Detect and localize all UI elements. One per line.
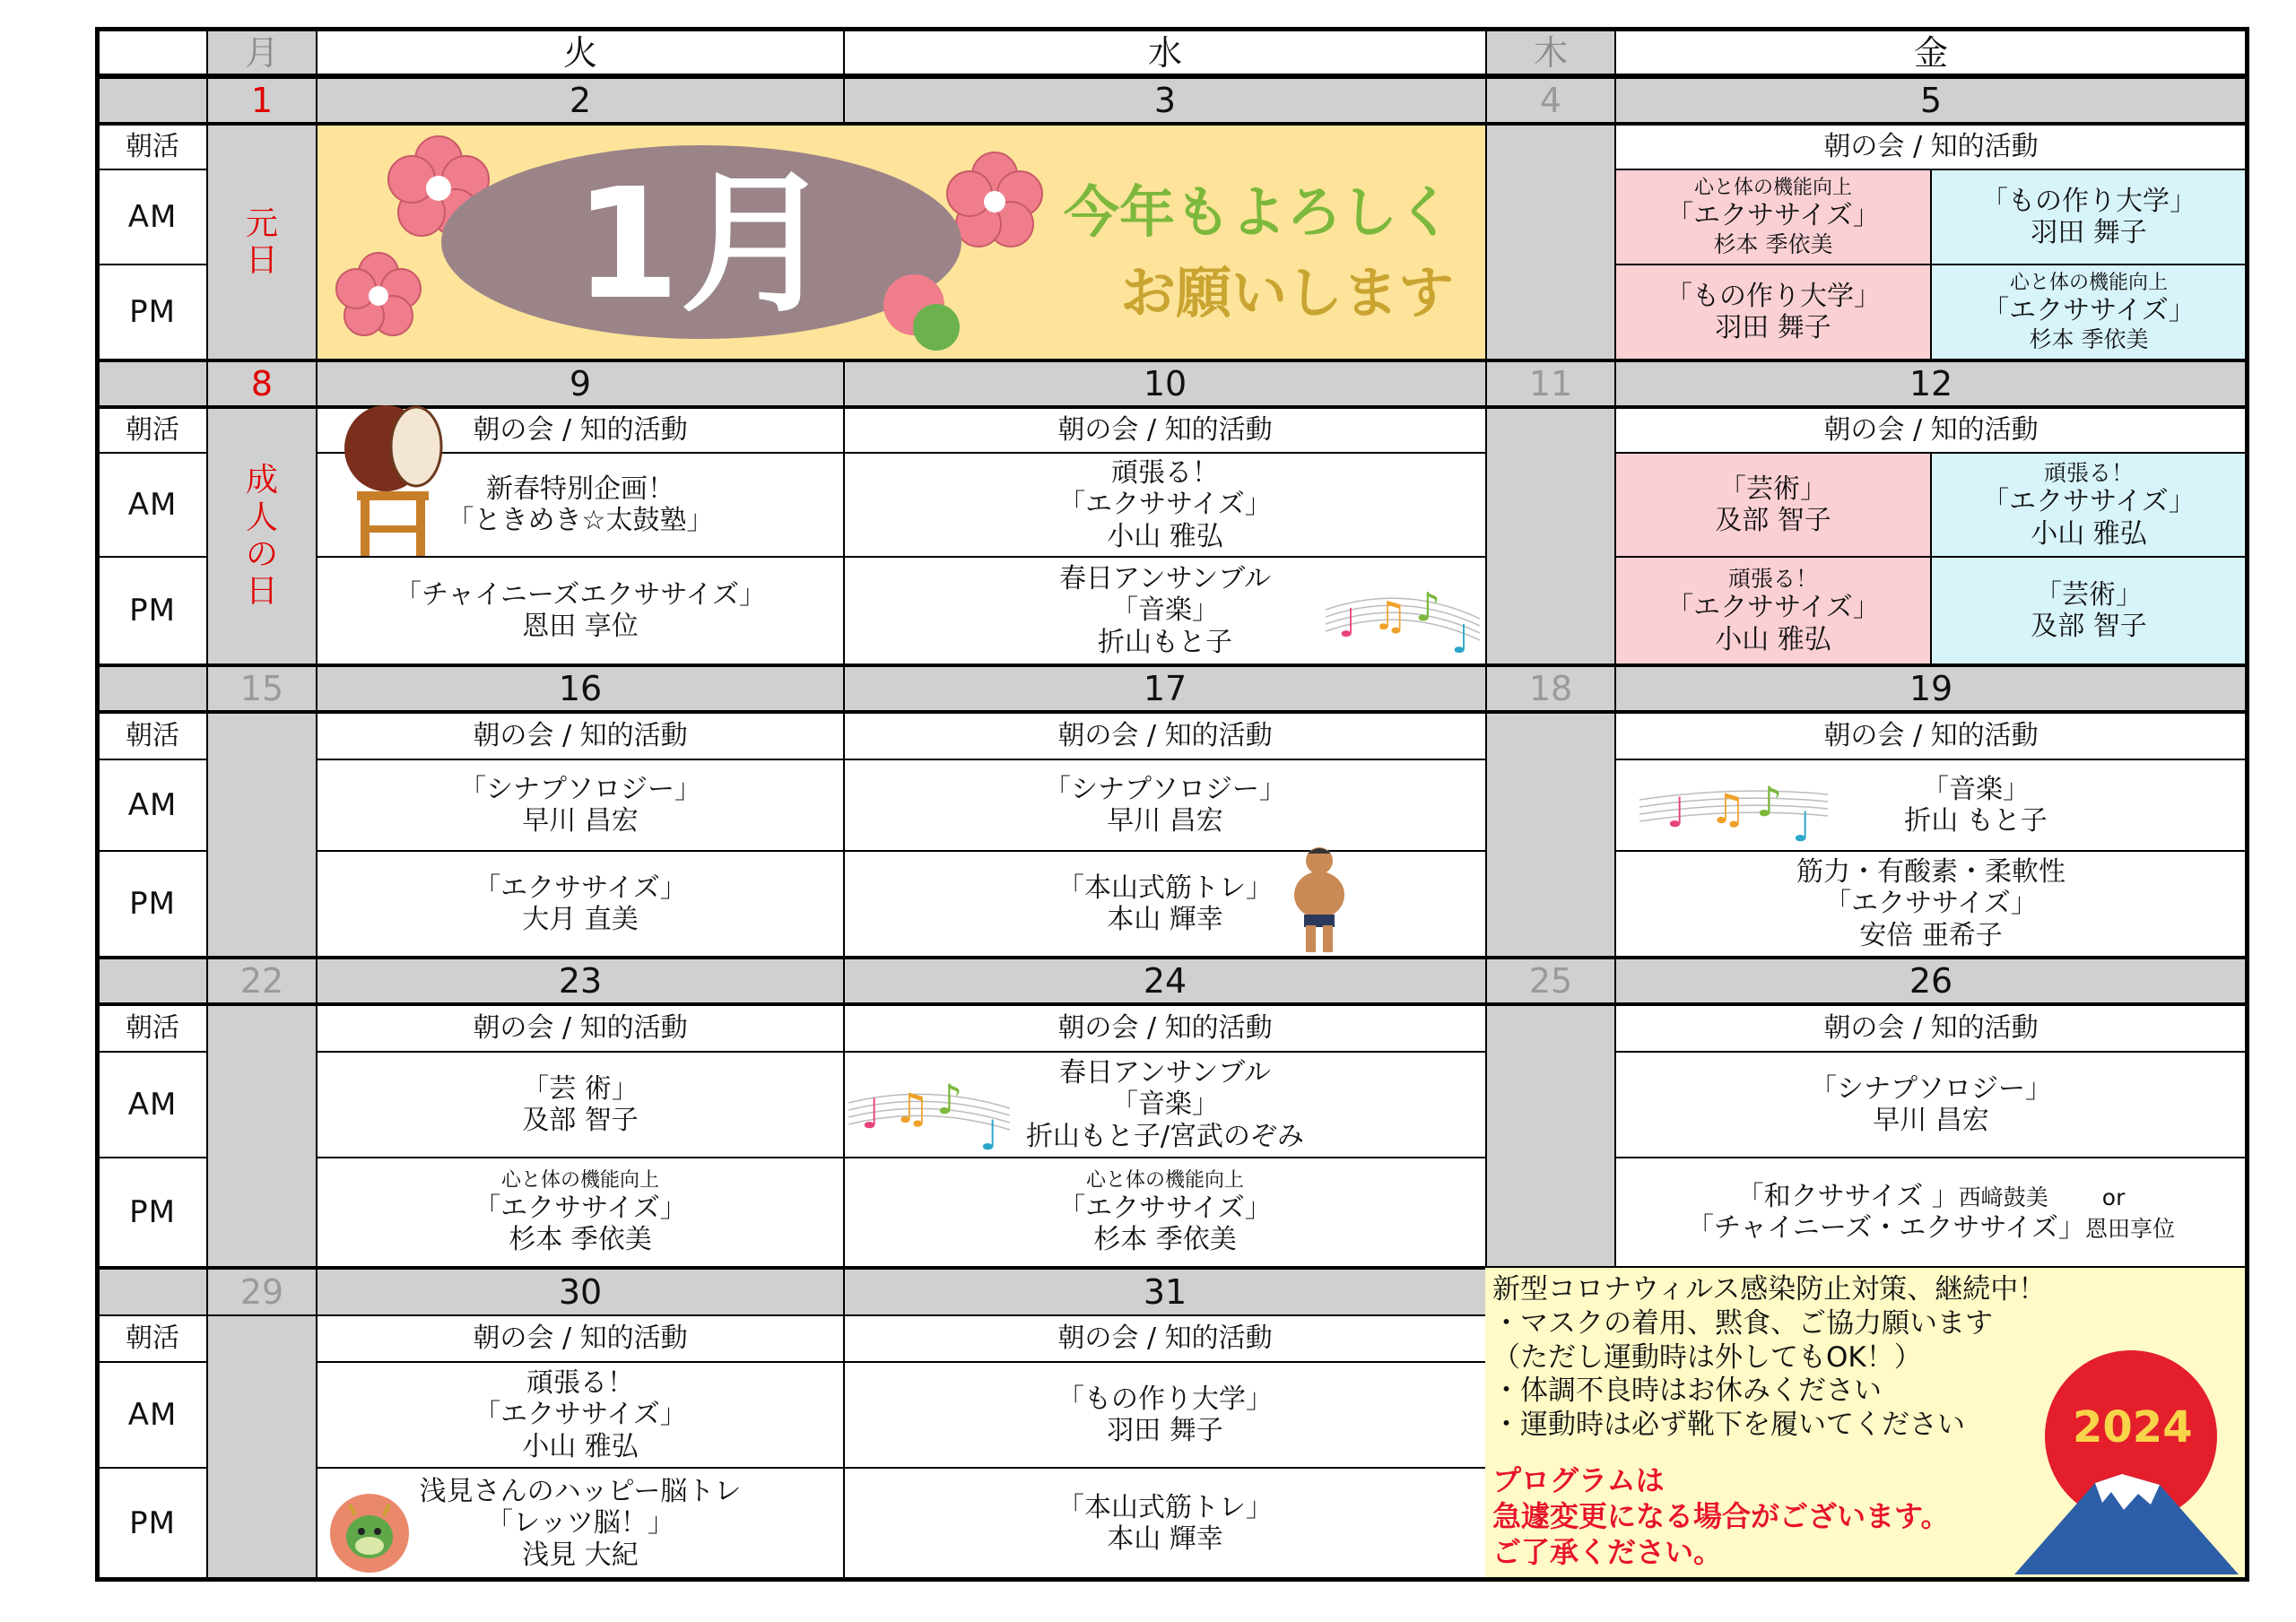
- label-morning: 朝活: [97, 1004, 208, 1053]
- label-morning: 朝活: [97, 1314, 208, 1363]
- svg-text:♩: ♩: [1666, 788, 1686, 837]
- weekday-tue: 火: [316, 29, 845, 77]
- label-am: AM: [97, 452, 208, 558]
- svg-text:♩: ♩: [1451, 617, 1470, 656]
- date-thu: 11: [1485, 360, 1616, 407]
- date-row-blank: [97, 665, 208, 712]
- tue-am: 頑張る！ 「エクササイズ」 小山 雅弘: [316, 1361, 845, 1469]
- svg-text:♩: ♩: [1792, 802, 1812, 843]
- svg-text:♪: ♪: [936, 1075, 963, 1123]
- fri-am: 「シナプソロジー」 早川 昌宏: [1614, 1051, 2248, 1158]
- date-tue: 23: [316, 958, 845, 1004]
- corner-blank: [97, 29, 208, 77]
- tue-pm: 心と体の機能向上 「エクササイズ」 杉本 季依美: [316, 1157, 845, 1268]
- wed-am: 春日アンサンブル 「音楽」 折山もと子/宮武のぞみ: [843, 1051, 1487, 1158]
- mon-blank: [206, 1004, 317, 1268]
- label-pm: PM: [97, 556, 208, 665]
- svg-text:♩: ♩: [979, 1111, 999, 1153]
- banner-greeting-1: 今年もよろしく: [1064, 179, 1454, 245]
- wed-am: 頑張る！ 「エクササイズ」 小山 雅弘: [843, 452, 1487, 558]
- svg-text:♩: ♩: [1338, 601, 1357, 646]
- label-morning: 朝活: [97, 407, 208, 454]
- music-notes-icon: [1639, 768, 1828, 843]
- tue-morning: 朝の会 / 知的活動: [316, 407, 845, 454]
- date-mon: 1: [206, 77, 317, 124]
- tue-am: 「芸 術」 及部 智子: [316, 1051, 845, 1158]
- svg-text:♪: ♪: [1415, 585, 1441, 630]
- date-row-blank: [97, 360, 208, 407]
- notice-warning: ご了承ください。: [1492, 1535, 1723, 1570]
- thu-blank: [1485, 407, 1616, 665]
- date-mon: 29: [206, 1268, 317, 1316]
- fri-pm-line2: 「チャイニーズ・エクササイズ」恩田享位: [1686, 1212, 2175, 1244]
- date-thu: 25: [1485, 958, 1616, 1004]
- weekday-thu: 木: [1485, 29, 1616, 77]
- label-am: AM: [97, 1051, 208, 1158]
- tue-morning: 朝の会 / 知的活動: [316, 1004, 845, 1053]
- fri-morning: 朝の会 / 知的活動: [1614, 124, 2248, 170]
- taiko-drum-icon: [339, 402, 457, 559]
- date-wed: 3: [843, 77, 1487, 124]
- tue-am: 「シナプソロジー」 早川 昌宏: [316, 759, 845, 852]
- banner-month-title: 1月: [573, 156, 833, 334]
- date-thu: 4: [1485, 77, 1616, 124]
- fri-am-left: 心と体の機能向上 「エクササイズ」 杉本 季依美: [1614, 169, 1932, 265]
- label-am: AM: [97, 759, 208, 852]
- date-wed: 31: [843, 1268, 1487, 1316]
- music-notes-icon: [1326, 574, 1480, 656]
- label-pm: PM: [97, 264, 208, 360]
- muscle-man-icon: [1290, 845, 1349, 956]
- thu-blank: [1485, 712, 1616, 958]
- wed-pm: 春日アンサンブル 「音楽」 折山もと子: [843, 556, 1487, 665]
- fri-morning: 朝の会 / 知的活動: [1614, 712, 2248, 760]
- notice-warning: 急遽変更になる場合がございます。: [1492, 1499, 1950, 1534]
- fri-am-right: 「もの作り大学」 羽田 舞子: [1930, 169, 2248, 265]
- date-tue: 2: [316, 77, 845, 124]
- fri-pm: 筋力・有酸素・柔軟性 「エクササイズ」 安倍 亜希子: [1614, 850, 2248, 958]
- svg-text:♪: ♪: [1756, 777, 1783, 826]
- weekday-wed: 水: [843, 29, 1487, 77]
- fri-am: 「音楽」 折山 もと子: [1614, 759, 2248, 852]
- label-pm: PM: [97, 1157, 208, 1268]
- date-tue: 30: [316, 1268, 845, 1316]
- svg-text:♫: ♫: [1372, 594, 1408, 639]
- notice-line: ・体調不良時はお休みください: [1492, 1375, 1882, 1408]
- banner-greeting-2: お願いします: [1120, 260, 1455, 325]
- wed-morning: 朝の会 / 知的活動: [843, 1314, 1487, 1363]
- new-year-banner: [316, 124, 1487, 360]
- tue-pm: 「チャイニーズエクササイズ」 恩田 享位: [316, 556, 845, 665]
- holiday-coming-of-age: 成 人 の 日: [206, 407, 317, 665]
- thu-blank: [1485, 124, 1616, 360]
- label-morning: 朝活: [97, 712, 208, 760]
- mount-fuji-sun-icon: [2005, 1340, 2242, 1576]
- header-underline: [95, 74, 2249, 79]
- label-am: AM: [97, 1361, 208, 1469]
- svg-text:♫: ♫: [1709, 785, 1747, 833]
- date-row-blank: [97, 1268, 208, 1316]
- fri-pm: [1614, 1157, 2248, 1268]
- date-fri: 26: [1614, 958, 2248, 1004]
- wed-am: 「シナプソロジー」 早川 昌宏: [843, 759, 1487, 852]
- date-row-blank: [97, 958, 208, 1004]
- wed-am: 「もの作り大学」 羽田 舞子: [843, 1361, 1487, 1469]
- label-morning: 朝活: [97, 124, 208, 170]
- fri-pm-left: 頑張る！ 「エクササイズ」 小山 雅弘: [1614, 556, 1932, 665]
- notice-line: ・マスクの着用、黙食、ご協力願います: [1492, 1306, 1993, 1340]
- wed-morning: 朝の会 / 知的活動: [843, 1004, 1487, 1053]
- mon-blank: [206, 1314, 317, 1580]
- fri-am-right: 頑張る！ 「エクササイズ」 小山 雅弘: [1930, 452, 2248, 558]
- year-label: 2024: [2073, 1402, 2193, 1453]
- date-fri: 19: [1614, 665, 2248, 712]
- date-wed: 17: [843, 665, 1487, 712]
- dragon-icon: [323, 1492, 416, 1574]
- tue-pm: 浅見さんのハッピー脳トレ 「レッツ脳！」 浅見 大紀: [316, 1467, 845, 1580]
- notice-line: ・運動時は必ず靴下を履いてください: [1492, 1409, 1965, 1442]
- wed-morning: 朝の会 / 知的活動: [843, 712, 1487, 760]
- notice-warning: プログラムは: [1492, 1463, 1665, 1498]
- tue-pm: 「エクササイズ」 大月 直美: [316, 850, 845, 958]
- fri-am-left: 「芸術」 及部 智子: [1614, 452, 1932, 558]
- label-pm: PM: [97, 850, 208, 958]
- mon-blank: [206, 712, 317, 958]
- notice-box: [1485, 1268, 2248, 1580]
- fri-pm-right: 心と体の機能向上 「エクササイズ」 杉本 季依美: [1930, 264, 2248, 360]
- notice-line: 新型コロナウィルス感染防止対策、継続中！: [1492, 1273, 2047, 1305]
- fri-pm-line1: 「和クササイズ 」西﨑鼓美 or: [1736, 1180, 2126, 1212]
- weekday-mon: 月: [206, 29, 317, 77]
- date-wed: 24: [843, 958, 1487, 1004]
- svg-text:♩: ♩: [861, 1089, 881, 1138]
- label-am: AM: [97, 169, 208, 265]
- date-wed: 10: [843, 360, 1487, 407]
- wed-pm: 心と体の機能向上 「エクササイズ」 杉本 季依美: [843, 1157, 1487, 1268]
- wed-pm: 「本山式筋トレ」 本山 輝幸: [843, 850, 1487, 958]
- date-row-blank: [97, 77, 208, 124]
- notice-line: （ただし運動時は外してもOK！）: [1492, 1340, 1922, 1374]
- tue-morning: 朝の会 / 知的活動: [316, 712, 845, 760]
- holiday-new-year: 元 日: [206, 124, 317, 360]
- fri-morning: 朝の会 / 知的活動: [1614, 1004, 2248, 1053]
- label-pm: PM: [97, 1467, 208, 1580]
- tue-am: 新春特別企画！ 「ときめき☆太鼓塾」: [316, 452, 845, 558]
- fri-morning: 朝の会 / 知的活動: [1614, 407, 2248, 454]
- date-mon: 22: [206, 958, 317, 1004]
- wed-morning: 朝の会 / 知的活動: [843, 407, 1487, 454]
- wed-pm: 「本山式筋トレ」 本山 輝幸: [843, 1467, 1487, 1580]
- fri-pm-left: 「もの作り大学」 羽田 舞子: [1614, 264, 1932, 360]
- date-thu: 18: [1485, 665, 1616, 712]
- date-fri: 5: [1614, 77, 2248, 124]
- music-notes-icon: [848, 1063, 1010, 1153]
- date-mon: 15: [206, 665, 317, 712]
- svg-text:♫: ♫: [893, 1084, 931, 1132]
- weekday-fri: 金: [1614, 29, 2248, 77]
- date-mon: 8: [206, 360, 317, 407]
- date-tue: 16: [316, 665, 845, 712]
- tue-morning: 朝の会 / 知的活動: [316, 1314, 845, 1363]
- thu-blank: [1485, 1004, 1616, 1268]
- fri-pm-right: 「芸術」 及部 智子: [1930, 556, 2248, 665]
- date-tue: 9: [316, 360, 845, 407]
- date-fri: 12: [1614, 360, 2248, 407]
